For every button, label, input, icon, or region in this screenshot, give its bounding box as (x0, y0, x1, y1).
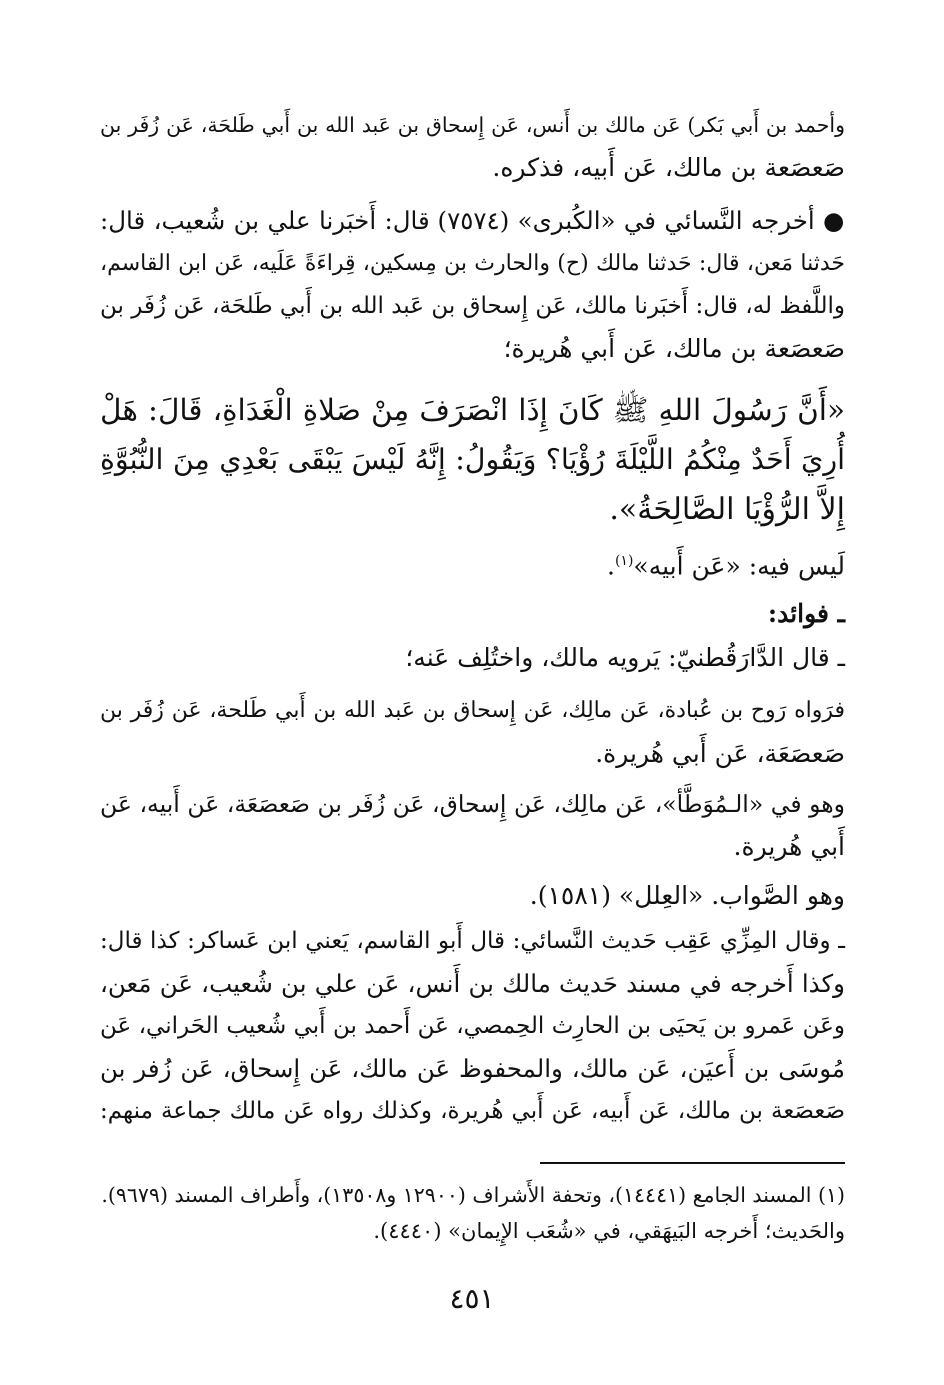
text-line: أَبي هُريرة. (733, 831, 845, 861)
text-line: أُرِيَ أَحَدٌ مِنْكُمُ اللَّيْلَةَ رُؤْيَا؟ وَيَقُولُ: إِنَّهُ لَيْسَ يَبْقَى بَعْدِي مِنَ النُّبُوَّةِ (100, 443, 845, 476)
text-line: صَعصَعَة، عَن أَبي هُريرة. (595, 738, 845, 768)
text-line: وهو في «الـمُوَطَّأ»، عَن مالِك، عَن إِسحاق، عَن زُفَر بن صَعصَعَة، عَن أَبيه، عَن (100, 790, 845, 818)
text-line: ـ قال الدَّارَقُطنيّ: يَرويه مالك، واختُلِف عَنه؛ (405, 643, 845, 672)
section-heading (100, 593, 845, 636)
heading-text: ـ فوائد: (767, 599, 845, 628)
footnote-line: والحَديث؛ أَخرجه البَيهَقي، في «شُعَب الإِيمان» (٤٤٤٠). (373, 1219, 845, 1243)
footnote-divider (540, 1162, 845, 1164)
text-line: وهو الصَّواب. «العِلل» (١٥٨١). (529, 881, 845, 910)
text-line: ● أخرجه النَّسائي في «الكُبرى» (٧٥٧٤) قال: أَخبَرنا علي بن شُعيب، قال: (100, 206, 845, 235)
note-line (100, 540, 845, 588)
text-line: صَعصَعة بن مالك، عَن أَبي هُريرة؛ (503, 333, 845, 363)
paragraph-rawh (100, 690, 845, 775)
paragraph-mizzi (100, 920, 845, 1133)
text-line: فرَواه رَوح بن عُبادة، عَن مالِك، عَن إِسحاق بن عَبد الله بن أَبي طَلحة، عَن زُفَر بن (100, 698, 845, 723)
footnote-marker: (١) (614, 553, 634, 569)
paragraph-isnad-1 (100, 104, 845, 189)
text-line: إِلاَّ الرُّؤْيَا الصَّالِحَةُ». (609, 492, 845, 527)
page-number: ٤٥١ (449, 1282, 495, 1315)
paragraph-daraqutni (100, 637, 845, 680)
footnotes (100, 1177, 845, 1249)
text-line: مُوسَى بن أَعيَن، عَن مالك، والمحفوظ عَن مالك، عَن إِسحاق، عَن زُفر بن (100, 1053, 845, 1083)
text-line: حَدثنا مَعن، قال: حَدثنا مالك (ح) والحارث بن مِسكين، قِراءَةً عَلَيه، عَن ابن القاسم، (100, 250, 845, 276)
note-text: لَيس فيه: «عَن أَبيه» (633, 551, 845, 581)
text-line: «أَنَّ رَسُولَ اللهِ ﷺ كَانَ إِذَا انْصَرَفَ مِنْ صَلاةِ الْغَدَاةِ، قَالَ: هَلْ (100, 393, 845, 427)
text-line: واللَّفظ له، قال: أَخبَرنا مالك، عَن إِسحاق بن عَبد الله بن أَبي طَلحَة، عَن زُفَر بن (100, 293, 845, 319)
text-line: وأحمد بن أَبي بَكر) عَن مالك بن أَنس، عَن إِسحاق بن عَبد الله بن أَبي طَلحَة، عَن زُفَر بن (100, 113, 845, 137)
text-line: ـ وقال المِزِّي عَقِب حَديث النَّسائي: قال أَبو القاسم، يَعني ابن عَساكر: كذا قال: (100, 928, 845, 954)
paragraph-nasai-isnad (100, 200, 845, 370)
text-line: صَعصَعة بن مالك، عَن أَبيه، فذكره. (492, 152, 845, 182)
footnote-line: (١) المسند الجامع (١٤٤٤١)، وتحفة الأَشراف (١٢٩٠٠ و١٣٥٠٨)، وأَطراف المسند (٩٦٧٩). (101, 1183, 845, 1207)
note-end: . (606, 551, 615, 581)
text-line: صَعصَعة بن مالك، عَن أَبيه، عَن أَبي هُريرة، وكذلك رواه عَن مالك جماعة منهم: (100, 1098, 845, 1124)
paragraph-sawab (100, 875, 845, 918)
text-line: وكذا أَخرجه في مسند حَديث مالك بن أَنس، عَن علي بن شُعيب، عَن مَعن، (100, 968, 845, 998)
paragraph-muwatta (100, 783, 845, 868)
text-line: وعَن عَمرو بن يَحيَى بن الحارِث الحِمصي، عَن أَحمد بن أَبي شُعيب الحَراني، عَن (100, 1013, 845, 1039)
hadith-text (100, 385, 845, 535)
